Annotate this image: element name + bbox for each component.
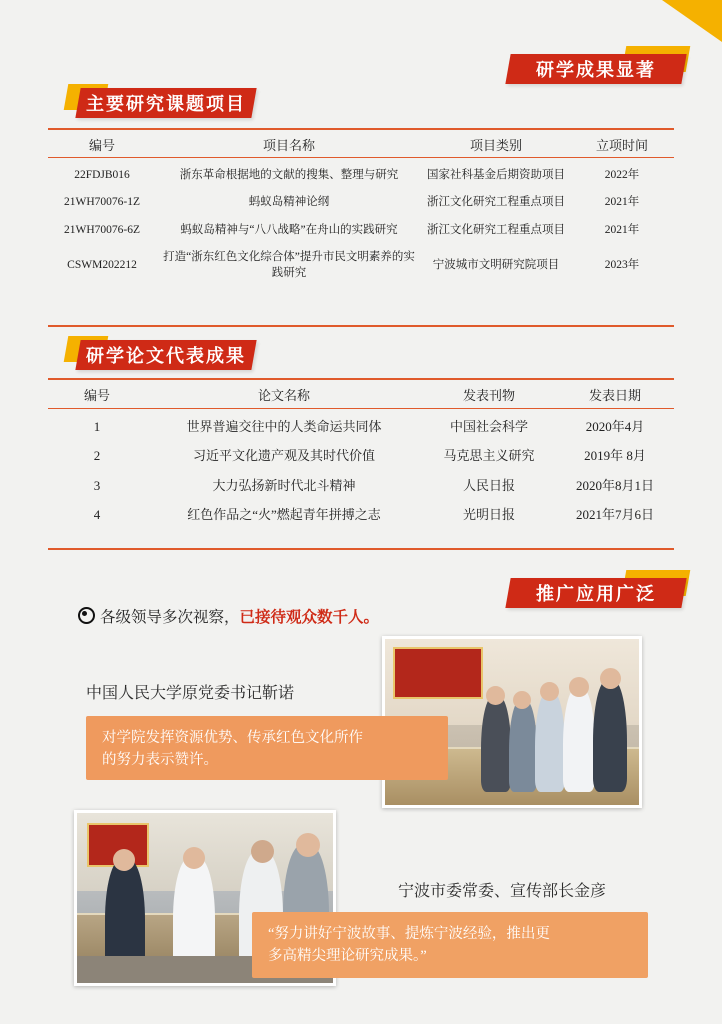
photo1-red-exhibit-panel xyxy=(393,647,483,699)
quote-box-2-line-2: 多高精尖理论研究成果。” xyxy=(268,948,427,965)
projects-cell-category: 浙江文化研究工程重点项目 xyxy=(427,196,565,209)
projects-col-header-year: 立项时间 xyxy=(595,138,648,153)
table-row xyxy=(48,217,674,245)
projects-cell-category: 国家社科基金后期资助项目 xyxy=(427,168,565,181)
promotion-lead-normal: 各级领导多次视察， xyxy=(100,609,240,626)
papers-cell-name: 红色作品之“火”燃起青年拼搏之志 xyxy=(187,507,381,523)
papers-cell-journal: 中国社会科学 xyxy=(449,418,528,434)
papers-cell-journal: 人民日报 xyxy=(462,477,515,493)
projects-table-bottom-rule xyxy=(48,325,674,327)
photo2-person-head xyxy=(183,847,205,869)
papers-cell-id: 2 xyxy=(93,448,101,464)
table-row xyxy=(48,471,674,501)
promotion-lead-emphasis: 已接待观众数千人。 xyxy=(239,609,380,626)
section-banner-research-results-label: 研学成果显著 xyxy=(536,60,656,80)
table-row xyxy=(48,412,674,442)
photo1-person xyxy=(535,692,565,792)
projects-cell-year: 2021年 xyxy=(604,196,640,209)
photo2-person xyxy=(173,857,215,969)
projects-cell-category: 宁波城市文明研究院项目 xyxy=(432,258,560,271)
papers-table-bottom-rule xyxy=(48,548,674,550)
projects-table-header-row xyxy=(48,130,674,162)
projects-table xyxy=(48,130,674,287)
papers-cell-journal: 马克思主义研究 xyxy=(443,448,535,464)
projects-cell-id: 21WH70076-6Z xyxy=(63,223,140,236)
quote-box-1 xyxy=(86,716,448,780)
papers-cell-date: 2019年 8月 xyxy=(584,448,646,464)
papers-cell-id: 1 xyxy=(93,418,101,434)
papers-cell-id: 3 xyxy=(93,477,101,493)
quote-box-2-line-1: “努力讲好宁波故事、提炼宁波经验，推出更 xyxy=(268,926,550,942)
photo1-person-head xyxy=(540,682,559,701)
quote-box-2 xyxy=(252,912,648,978)
table-row xyxy=(48,500,674,530)
papers-cell-journal: 光明日报 xyxy=(462,507,515,523)
table-row xyxy=(48,162,674,190)
section-banner-research-results xyxy=(505,54,686,84)
photo2-person xyxy=(105,859,145,969)
papers-table-header-row xyxy=(48,380,674,412)
photo2-person-head xyxy=(113,849,135,871)
photo1-person xyxy=(593,680,627,792)
projects-cell-name: 打造“浙东红色文化综合体”提升市民文明素养的实践研究 xyxy=(163,251,415,279)
projects-cell-year: 2023年 xyxy=(604,258,640,271)
projects-cell-name: 蚂蚁岛精神与“八八战略”在舟山的实践研究 xyxy=(180,223,398,236)
projects-cell-name: 浙东革命根据地的文献的搜集、整理与研究 xyxy=(179,168,399,181)
projects-cell-id: CSWM202212 xyxy=(67,258,137,271)
corner-wedge-decoration xyxy=(662,0,722,42)
section-banner-projects xyxy=(75,88,256,118)
photo1-person-head xyxy=(513,691,531,709)
projects-cell-id: 21WH70076-1Z xyxy=(63,196,140,209)
table-row xyxy=(48,441,674,471)
speaker-name-1: 中国人民大学原党委书记靳诺 xyxy=(86,685,295,702)
section-banner-promotion xyxy=(505,578,686,608)
photo2-person-head xyxy=(251,840,274,863)
papers-col-header-name: 论文名称 xyxy=(257,388,310,403)
projects-cell-id: 22FDJB016 xyxy=(74,168,130,181)
papers-col-header-id: 编号 xyxy=(83,388,110,403)
papers-cell-name: 大力弘扬新时代北斗精神 xyxy=(212,477,356,493)
section-banner-projects-label: 主要研究课题项目 xyxy=(86,94,246,114)
papers-cell-name: 世界普遍交往中的人类命运共同体 xyxy=(186,418,382,434)
quote-box-1-line-2: 的努力表示赞许。 xyxy=(102,752,218,769)
projects-cell-category: 浙江文化研究工程重点项目 xyxy=(427,223,565,236)
bullet-circle-icon xyxy=(78,607,95,624)
photo1-person xyxy=(481,696,511,792)
section-banner-papers-label: 研学论文代表成果 xyxy=(86,346,246,366)
papers-cell-date: 2021年7月6日 xyxy=(575,507,654,523)
table-row xyxy=(48,189,674,217)
photo1-person-head xyxy=(486,686,505,705)
papers-table xyxy=(48,380,674,530)
projects-cell-year: 2021年 xyxy=(604,223,640,236)
papers-cell-id: 4 xyxy=(93,507,101,523)
promotion-lead-line xyxy=(78,605,379,627)
projects-col-header-name: 项目名称 xyxy=(262,138,315,153)
projects-col-header-id: 编号 xyxy=(88,138,115,153)
papers-cell-date: 2020年4月 xyxy=(585,418,645,434)
papers-cell-date: 2020年8月1日 xyxy=(575,477,654,493)
projects-col-header-category: 项目类别 xyxy=(469,138,522,153)
photo1-person xyxy=(563,688,595,792)
papers-cell-name: 习近平文化遗产观及其时代价值 xyxy=(192,448,375,464)
footer-spacer xyxy=(0,1018,722,1024)
projects-cell-name: 蚂蚁岛精神论纲 xyxy=(248,196,330,209)
photo1-person-head xyxy=(600,668,621,689)
table-row xyxy=(48,244,674,287)
photo1-person-head xyxy=(569,677,589,697)
section-banner-promotion-label: 推广应用广泛 xyxy=(536,584,656,604)
papers-col-header-date: 发表日期 xyxy=(588,388,641,403)
photo1-person xyxy=(509,700,537,792)
papers-col-header-journal: 发表刊物 xyxy=(462,388,515,403)
quote-box-1-line-1: 对学院发挥资源优势、传承红色文化所作 xyxy=(102,730,363,746)
speaker-name-2: 宁波市委常委、宣传部长金彦 xyxy=(398,883,607,900)
photo2-person-head xyxy=(296,833,320,857)
section-banner-papers xyxy=(75,340,256,370)
projects-cell-year: 2022年 xyxy=(604,168,640,181)
